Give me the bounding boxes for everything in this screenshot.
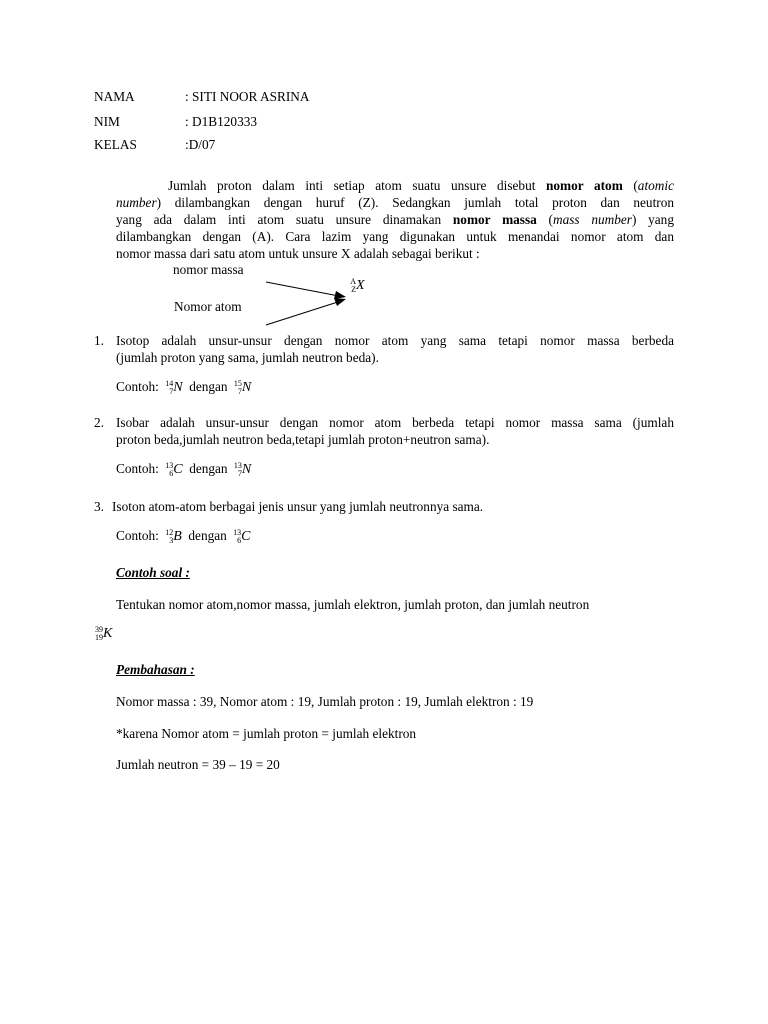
example-mass: 13 [233,528,242,537]
intro-term-nomor-atom: nomor atom [545,178,623,193]
intro-text: ( [536,212,553,227]
example-symbol: C [241,529,251,544]
intro-line-5: nomor massa dari satu atom untuk unsure X adalah sebagai berikut : [116,246,480,261]
example-symbol: N [241,462,252,477]
diagram-arrows [260,276,350,332]
pembahasan-heading: Pembahasan : [116,662,195,677]
nim-value: : D1B120333 [185,114,258,129]
example-atomic: 7 [169,387,174,396]
element-atomic: 19 [95,633,103,642]
item-3-number: 3. [94,499,104,514]
nuclide-symbol: X [356,278,365,293]
item-1-number: 1. [94,333,104,348]
example-dengan: dengan [189,379,228,394]
pembahasan-line-2: *karena Nomor atom = jumlah proton = jumlah elektron [116,726,417,741]
intro-paragraph [116,179,674,269]
item-3-example [116,529,250,545]
element-mass: 39 [95,625,103,634]
intro-term-mass-number: mass number [552,212,632,227]
element-symbol: K [103,626,113,641]
item-2-number: 2. [94,415,104,430]
intro-term-number: number [116,195,157,210]
example-atomic: 7 [237,469,242,478]
element-scripts [90,626,103,642]
intro-text: Jumlah proton dalam inti setiap atom suatu unsure disebut [168,178,546,193]
item-1-line-2: (jumlah proton yang sama, jumlah neutron beda). [116,350,379,365]
example-label: Contoh: [116,379,159,394]
nim-label: NIM [94,114,120,129]
example-symbol: N [241,380,252,395]
nuclide-atomic: Z [351,285,356,294]
intro-line-3 [116,213,674,226]
example-mass: 14 [165,379,174,388]
nama-value: : SITI NOOR ASRINA [185,89,310,104]
example-atomic: 3 [169,536,174,545]
kelas-label: KELAS [94,137,137,152]
intro-line-4: dilambangkan dengan (A). Cara lazim yang digunakan untuk menandai nomor atom dan [116,229,674,244]
example-scripts [231,380,242,396]
item-1-line-1: Isotop adalah unsur-unsur dengan nomor atom yang sama tetapi nomor massa berbeda [116,333,674,348]
contoh-soal-element [90,626,112,642]
arrow-atomic [266,300,344,325]
example-mass: 13 [233,461,242,470]
label-nomor-atom: Nomor atom [174,299,242,314]
example-mass: 12 [165,528,174,537]
item-2-example [116,462,251,478]
intro-line-1 [168,179,674,192]
pembahasan-line-3: Jumlah neutron = 39 – 19 = 20 [116,757,280,772]
item-1-example [116,380,251,396]
example-symbol: B [173,529,182,544]
item-2-line-2: proton beda,jumlah neutron beda,tetapi jumlah proton+neutron sama). [116,432,490,447]
item-3-line-1: Isoton atom-atom berbagai jenis unsur yang jumlah neutronnya sama. [112,499,484,514]
arrow-atomic-head [334,298,346,306]
example-mass: 13 [165,461,174,470]
example-dengan: dengan [188,528,227,543]
intro-text: ) dilambangkan dengan huruf (Z). Sedangkan jumlah total proton dan neutron [156,195,674,210]
example-mass: 15 [233,379,242,388]
item-2-line-1: Isobar adalah unsur-unsur dengan nomor atom berbeda tetapi nomor massa sama (jumlah [116,415,674,430]
nuclide-mass: A [350,277,356,286]
intro-text: ) yang [631,212,674,227]
nuclide-notation [345,278,365,294]
example-dengan: dengan [189,461,228,476]
example-scripts [162,529,173,545]
example-atomic: 6 [237,536,242,545]
contoh-soal-question: Tentukan nomor atom,nomor massa, jumlah elektron, jumlah proton, dan jumlah neutron [116,597,590,612]
pembahasan-line-1: Nomor massa : 39, Nomor atom : 19, Jumlah proton : 19, Jumlah elektron : 19 [116,694,534,709]
item-1-text [116,334,674,368]
intro-term-nomor-massa: nomor massa [452,212,537,227]
example-scripts [230,529,241,545]
example-symbol: C [173,462,183,477]
label-nomor-massa: nomor massa [173,262,244,277]
item-2-text [116,416,674,450]
nuclide-scripts [345,278,356,294]
intro-text: yang ada dalam inti atom suatu unsure dinamakan [116,212,453,227]
nama-label: NAMA [94,89,135,104]
kelas-value: :D/07 [185,137,216,152]
example-scripts [162,380,173,396]
example-label: Contoh: [116,461,159,476]
example-scripts [162,462,173,478]
contoh-soal-heading: Contoh soal : [116,565,190,580]
intro-line-2 [116,196,674,209]
intro-term-atomic: atomic [637,178,674,193]
arrow-mass [266,282,344,297]
example-atomic: 7 [237,387,242,396]
example-label: Contoh: [116,528,159,543]
example-symbol: N [173,380,183,395]
example-scripts [231,462,242,478]
example-atomic: 6 [169,469,174,478]
intro-text: ( [622,178,638,193]
